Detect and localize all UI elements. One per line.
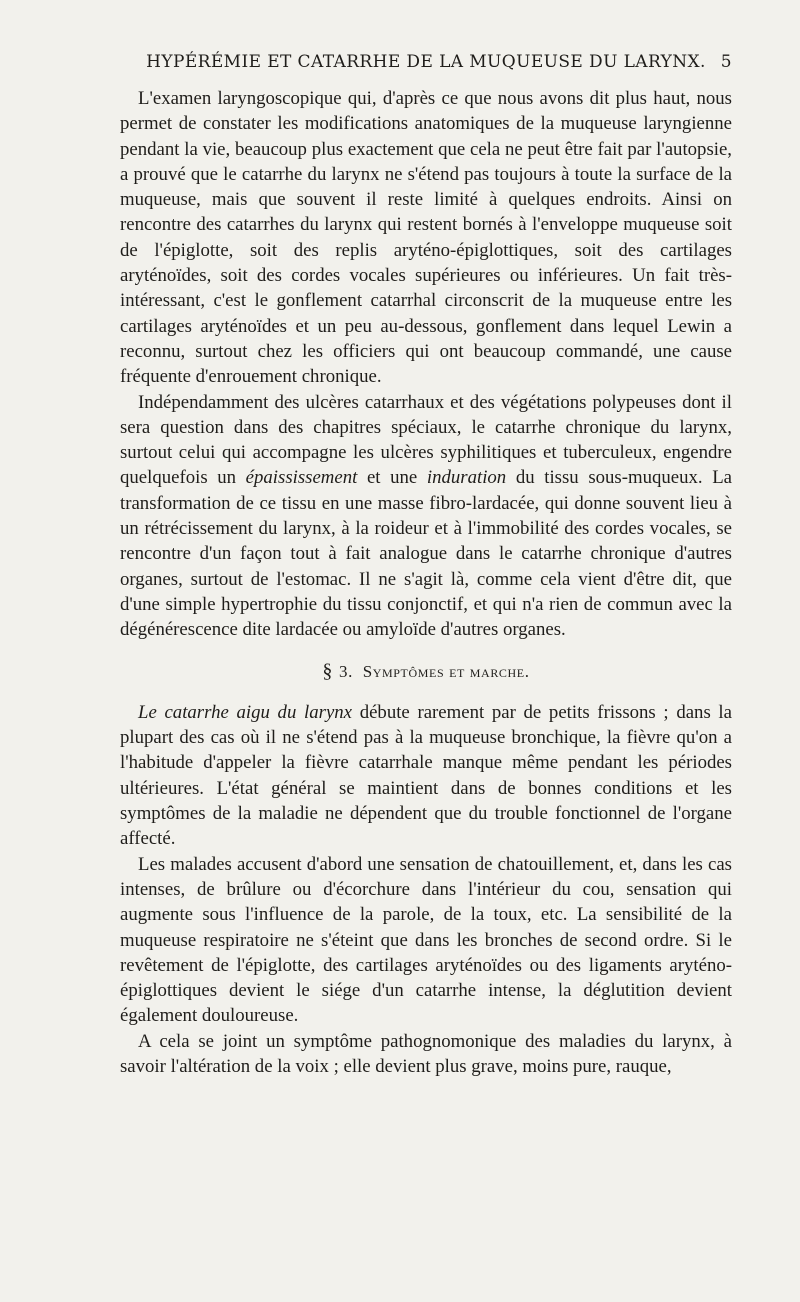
paragraph-4: Les malades accusent d'abord une sensation de chatouillement, et, dans les cas intenses, de brûlure ou d'écorchure dans l'intérieur du cou, sensation qui augmente sous l'influence de la parole, de la toux, etc. La sensibilité de la muqueuse respiratoire ne s'éteint que dans les bronches de second ordre. Si le revêtement de l'épiglotte, des cartilages aryténoïdes ou des ligaments aryténo-épiglottiques devient le siége d'un catarrhe intense, la déglutition devient également douloureuse. [120,853,732,1027]
paragraph-2-text: Indépendamment des ulcères catarrhaux et des végétations polypeuses dont il sera question dans des chapitres spéciaux, le catarrhe chronique du larynx, surtout celui qui accompagne les ulcères syphilitiques et tuberculeux, engendre quelquefois un [120,391,732,489]
page-number: 5 [720,52,732,72]
paragraph-5: A cela se joint un symptôme pathognomonique des maladies du larynx, à savoir l'altération de la voix ; elle devient plus grave, moins pure, rauque, [120,1030,732,1077]
paragraph-3-text: débute rarement par de petits frissons ; dans la plupart des cas où il ne s'étend pas à la muqueuse bronchique, la fièvre qu'on a l'habitude d'appeler la fièvre catarrhale manque même pendant les périodes ultérieures. L'état général se maintient dans de bonnes conditions et les symptômes de la maladie ne dépendent que du trouble fonctionnel de l'organe affecté. [120,701,732,850]
paragraph-2-text: et une [357,467,427,489]
emphasis-epaississement: épaississement [245,467,358,489]
paragraph-3 [120,700,732,852]
paragraph-2-text: du tissu sous-muqueux. La transformation de ce tissu en une masse fibro-lardacée, qui donne souvent lieu à un rétrécissement du larynx, à la roideur et à l'immobilité des cordes vocales, se rencontre d'un façon tout à fait analogue dans le catarrhe chronique d'autres organes, surtout de l'estomac. Il ne s'agit là, comme cela vient d'être dit, que d'une simple hypertrophie du tissu conjonctif, et qui n'a rien de commun avec la dégénérescence dite lardacée ou amyloïde d'autres organes. [120,467,733,641]
running-title: HYPÉRÉMIE ET CATARRHE DE LA MUQUEUSE DU LARYNX. [146,52,706,72]
emphasis-catarrhe-aigu: Le catarrhe aigu du larynx [138,701,353,723]
section-number: 3. [339,661,353,681]
section-title: Symptômes et marche. [362,661,530,681]
running-header [120,52,732,72]
body-text [120,86,732,1079]
section-heading [120,659,732,684]
paragraph-2 [120,390,732,643]
emphasis-induration: induration [426,467,507,489]
section-symbol: § [322,659,334,682]
paragraph-1: L'examen laryngoscopique qui, d'après ce que nous avons dit plus haut, nous permet de constater les modifications anatomiques de la muqueuse laryngienne pendant la vie, beaucoup plus exactement que cela ne peut être fait par l'autopsie, a prouvé que le catarrhe du larynx ne s'étend pas toujours à toute la surface de la muqueuse, mais que souvent il reste limité à quelques endroits. Ainsi on rencontre des catarrhes du larynx qui restent bornés à l'enveloppe muqueuse soit de l'épiglotte, soit des replis aryténo-épiglottiques, soit des cartilages aryténoïdes, soit des cordes vocales supérieures ou inférieures. Un fait très-intéressant, c'est le gonflement catarrhal circonscrit de la muqueuse entre les cartilages aryténoïdes et un peu au-dessous, gonflement dans lequel Lewin a reconnu, surtout chez les officiers qui ont beaucoup commandé, une cause fréquente d'enrouement chronique. [120,88,732,388]
